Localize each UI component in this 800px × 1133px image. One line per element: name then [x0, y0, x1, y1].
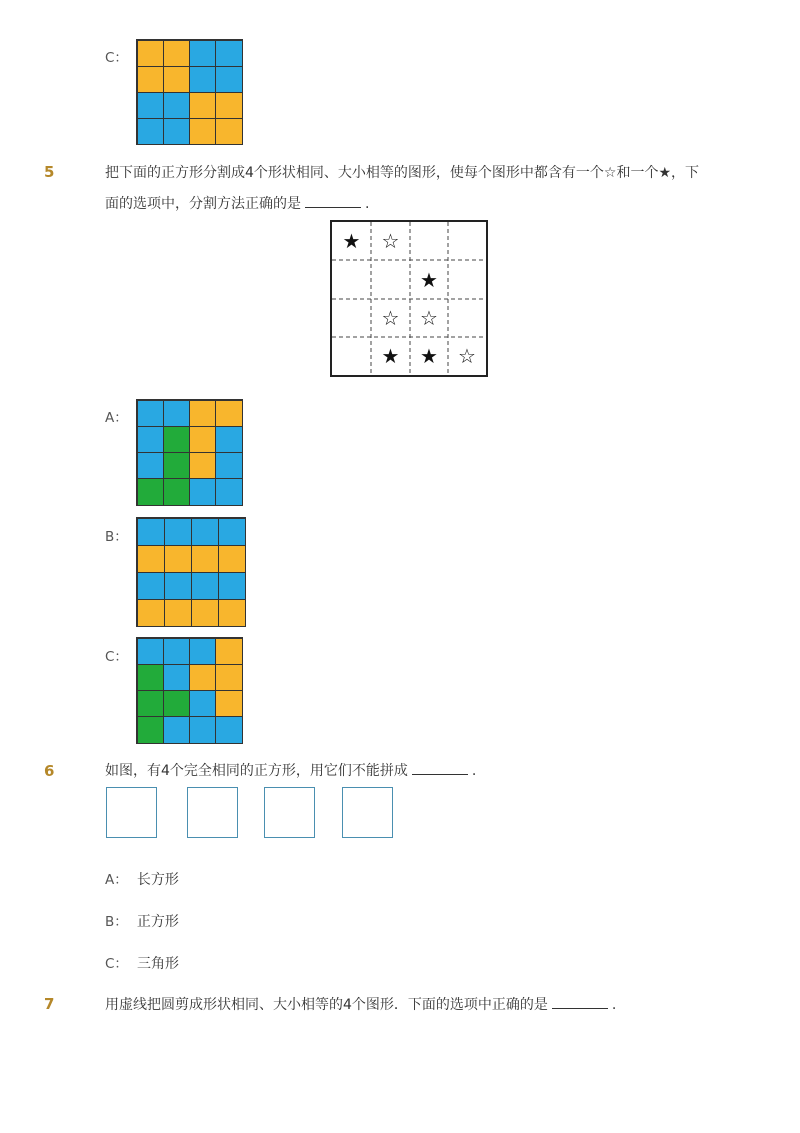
q6-square-3: [264, 787, 315, 838]
q5-option-c-grid[interactable]: [136, 637, 243, 744]
q5-option-b-label[interactable]: B：: [105, 529, 128, 545]
q6-option-c-text: 三角形: [137, 956, 180, 972]
q5-option-a-label[interactable]: A：: [105, 410, 128, 426]
tile-blue: [137, 518, 165, 546]
tile-orange: [215, 690, 242, 717]
tile-blue: [163, 92, 190, 119]
q6-option-a-text: 长方形: [136, 872, 179, 888]
tile-blue: [137, 638, 164, 665]
tile-orange: [189, 118, 216, 145]
tile-orange: [215, 664, 242, 691]
tile-orange: [137, 66, 164, 93]
tile-orange: [189, 664, 216, 691]
q7-text-main: 用虚线把圆剪成形状相同、大小相等的4个图形．下面的选项中正确的是: [105, 997, 548, 1013]
q4-option-c-grid: [136, 39, 243, 145]
tile-blue: [218, 518, 246, 546]
tile-blue: [191, 518, 219, 546]
tile-green: [163, 452, 190, 479]
tile-green: [163, 478, 190, 505]
q7-text-end: .: [611, 997, 617, 1013]
q7-answer-blank[interactable]: [552, 996, 608, 1009]
tile-green: [163, 690, 190, 717]
tile-orange: [163, 66, 190, 93]
tile-blue: [215, 716, 242, 743]
tile-orange: [191, 599, 219, 627]
tile-green: [137, 478, 164, 505]
q5-option-c-label[interactable]: C：: [105, 649, 128, 665]
q6-text: [105, 762, 476, 780]
q5-text-line2-end: .: [365, 196, 370, 212]
tile-blue: [189, 478, 216, 505]
tile-blue: [215, 478, 242, 505]
tile-blue: [163, 118, 190, 145]
q5-star-grid: [330, 220, 488, 377]
tile-blue: [163, 716, 190, 743]
question-number-7: 7: [44, 995, 55, 1013]
q4-option-c-label: C：: [105, 50, 128, 66]
tile-blue: [163, 400, 190, 427]
q6-option-a[interactable]: [105, 868, 179, 889]
tile-blue: [189, 40, 216, 67]
tile-blue: [191, 572, 219, 600]
tile-green: [137, 716, 164, 743]
q5-answer-blank[interactable]: [305, 195, 361, 208]
q5-option-a-grid[interactable]: [136, 399, 243, 506]
q6-answer-blank[interactable]: [412, 762, 468, 775]
black-star-icon: ★: [420, 344, 438, 368]
tile-blue: [215, 66, 242, 93]
black-star-icon: ★: [381, 344, 400, 368]
tile-orange: [137, 599, 165, 627]
q7-text: [105, 996, 616, 1014]
tile-orange: [164, 599, 192, 627]
tile-blue: [215, 452, 242, 479]
question-number-6: 6: [44, 762, 55, 780]
tile-orange: [215, 118, 242, 145]
tile-orange: [164, 545, 192, 573]
tile-blue: [137, 426, 164, 453]
tile-orange: [189, 426, 216, 453]
tile-blue: [137, 118, 164, 145]
tile-orange: [218, 545, 246, 573]
tile-orange: [189, 92, 216, 119]
black-star-icon: ★: [342, 229, 361, 253]
tile-blue: [137, 92, 164, 119]
tile-orange: [189, 452, 216, 479]
tile-orange: [215, 400, 242, 427]
tile-blue: [189, 716, 216, 743]
tile-green: [137, 664, 164, 691]
white-star-icon: ☆: [420, 306, 438, 330]
tile-blue: [215, 40, 242, 67]
q5-option-b-grid[interactable]: [136, 517, 246, 627]
tile-orange: [189, 400, 216, 427]
question-number-5: 5: [44, 163, 55, 181]
tile-orange: [215, 638, 242, 665]
tile-blue: [164, 572, 192, 600]
tile-blue: [137, 572, 165, 600]
q6-text-main: 如图，有4个完全相同的正方形，用它们不能拼成: [105, 763, 408, 779]
q5-text-line1: 把下面的正方形分割成4个形状相同、大小相等的图形，使每个图形中都含有一个☆和一个★，下: [105, 165, 700, 181]
q5-text-line2-main: 面的选项中，分割方法正确的是: [105, 196, 301, 212]
white-star-icon: ☆: [381, 229, 400, 253]
q6-square-2: [187, 787, 238, 838]
q6-square-1: [106, 787, 157, 838]
tile-green: [137, 690, 164, 717]
black-star-icon: ★: [420, 267, 438, 292]
white-star-icon: ☆: [381, 306, 400, 330]
tile-blue: [189, 638, 216, 665]
tile-blue: [164, 518, 192, 546]
tile-blue: [215, 426, 242, 453]
tile-orange: [191, 545, 219, 573]
tile-blue: [189, 66, 216, 93]
q6-option-b[interactable]: [105, 910, 179, 931]
white-star-icon: ☆: [458, 344, 476, 368]
q6-option-b-text: 正方形: [136, 914, 179, 930]
tile-orange: [218, 599, 246, 627]
tile-blue: [163, 664, 190, 691]
tile-orange: [137, 545, 165, 573]
tile-blue: [218, 572, 246, 600]
q6-text-end: .: [471, 763, 477, 779]
tile-blue: [163, 638, 190, 665]
q6-option-c[interactable]: [105, 952, 179, 973]
q5-text-line2: [105, 195, 369, 213]
q6-option-b-label: B：: [105, 914, 128, 930]
q6-option-c-label: C：: [105, 956, 128, 972]
tile-green: [163, 426, 190, 453]
tile-orange: [163, 40, 190, 67]
tile-blue: [137, 400, 164, 427]
tile-blue: [189, 690, 216, 717]
q6-square-4: [342, 787, 393, 838]
q6-option-a-label: A：: [105, 872, 128, 888]
tile-orange: [215, 92, 242, 119]
tile-orange: [137, 40, 164, 67]
tile-blue: [137, 452, 164, 479]
